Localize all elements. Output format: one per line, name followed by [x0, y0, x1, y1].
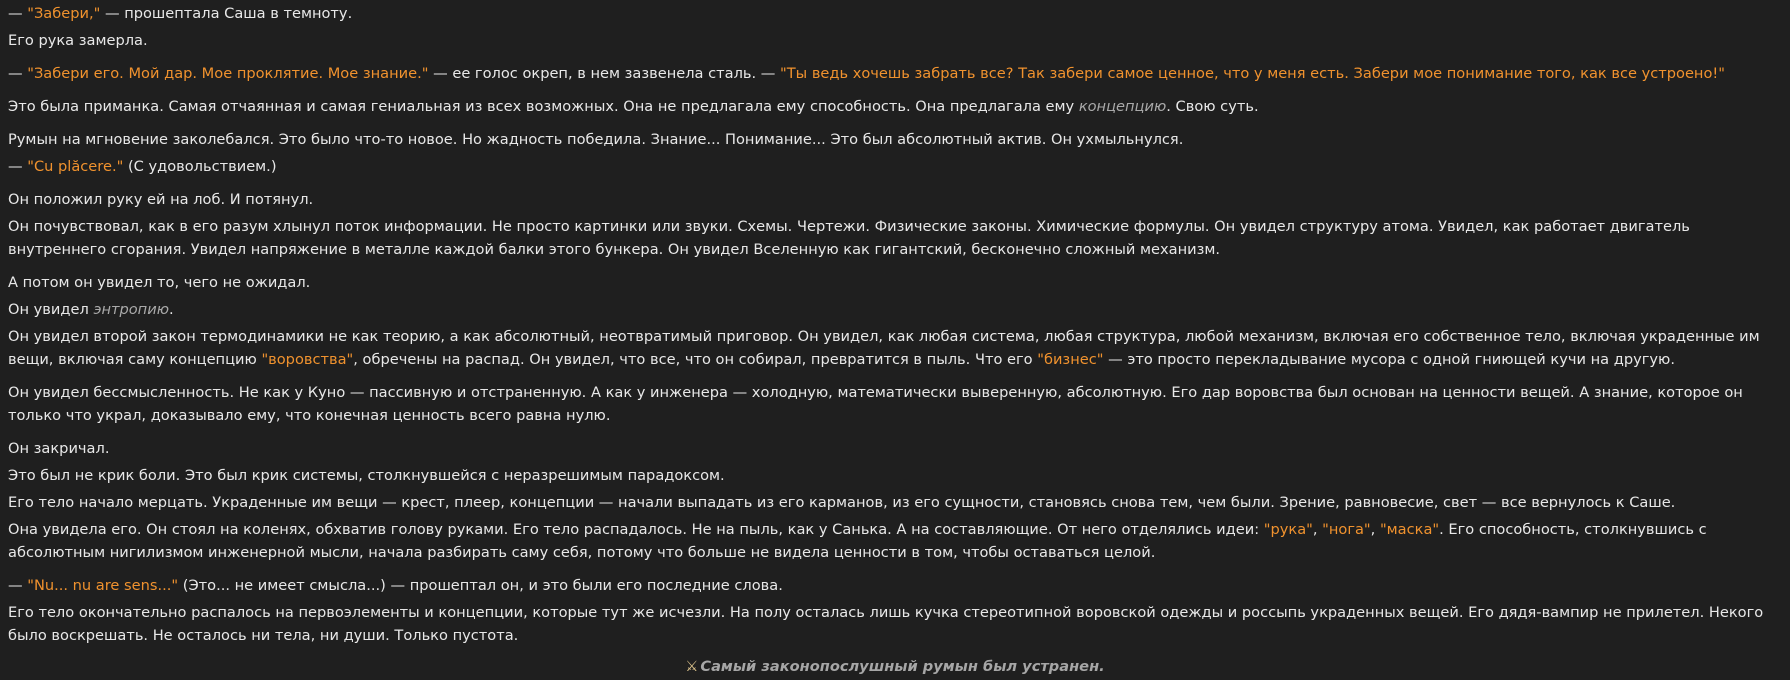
quote: "воровства" [261, 351, 354, 368]
paragraph-1 [8, 2, 1782, 25]
paragraph-12 [8, 381, 1782, 427]
text: Он положил руку ей на лоб. И потянул. [8, 191, 314, 208]
text: Это была приманка. Самая отчаянная и самая гениальная из всех возможных. Она не предлагала ему способность. Она предлагала ему [8, 98, 1079, 115]
text: Он увидел [8, 301, 94, 318]
text: , обречены на распад. Он увидел, что все, что он собирал, превратится в пыль. Что его [353, 351, 1038, 368]
text: . Свою суть. [1166, 98, 1259, 115]
text: — [8, 5, 28, 22]
paragraph-18 [8, 601, 1782, 647]
text: Он увидел бессмысленность. Не как у Куно — пассивную и отстраненную. А как у инженера — холодную, математически выверенную, абсолютную. Его дар воровства был основан на ценности вещей. А знание, которое он только что украл, доказывало ему, что конечная ценность всего равна нулю. [8, 384, 1743, 424]
quote: "Забери," [27, 5, 101, 22]
paragraph-5 [8, 128, 1782, 151]
quote: "маска" [1379, 521, 1440, 538]
text: А потом он увидел то, чего не ожидал. [8, 274, 311, 291]
text: Он увидел второй закон термодинамики не как теорию, а как абсолютный, неотвратимый приговор. Он увидел, как любая система, любая структура, любой механизм, включая его собственное тело, включая украденные им вещи, включая саму концепцию [8, 328, 1760, 368]
chapter-footer [8, 655, 1782, 678]
text: . Его способность, столкнувшись с абсолютным нигилизмом инженерной мысли, начала разбирать саму себя, потому что больше не видела ценности в том, чтобы оставаться целой. [8, 521, 1707, 561]
paragraph-9 [8, 271, 1782, 294]
quote: "рука" [1263, 521, 1313, 538]
text: , [1370, 521, 1380, 538]
text: , [1312, 521, 1323, 538]
paragraph-10 [8, 298, 1782, 321]
text: Она увидела его. Он стоял на коленях, обхватив голову руками. Его тело распадалось. Не на пыль, как у Санька. А на составляющие. От него отделялись идеи: [8, 521, 1264, 538]
paragraph-6 [8, 155, 1782, 178]
text: Он почувствовал, как в его разум хлынул поток информации. Не просто картинки или звуки. Схемы. Чертежи. Физические законы. Химические формулы. Он увидел структуру атома. Увидел, как работает двигатель внутреннего сгорания. Увидел напряжение в металле каждой балки этого бункера. Он увидел Вселенную как гигантский, бесконечно сложный механизм. [8, 218, 1690, 258]
text: — [8, 158, 28, 175]
paragraph-13 [8, 437, 1782, 460]
quote: "Cu plăcere." [27, 158, 124, 175]
text: Он закричал. [8, 440, 110, 457]
paragraph-11 [8, 325, 1782, 371]
text: — [8, 65, 28, 82]
text: — это просто перекладывание мусора с одной гниющей кучи на другую. [1103, 351, 1675, 368]
quote: "Забери его. Мой дар. Мое проклятие. Мое знание." [27, 65, 429, 82]
footer-text: Самый законопослушный румын был устранен. [700, 658, 1105, 675]
quote: "бизнес" [1037, 351, 1104, 368]
paragraph-2 [8, 29, 1782, 52]
text: Его тело окончательно распалось на первоэлементы и концепции, которые тут же исчезли. На полу осталась лишь кучка стереотипной воровской одежды и россыпь украденных вещей. Его дядя-вампир не прилетел. Некого было воскрешать. Не осталось ни тела, ни души. Только пустота. [8, 604, 1764, 644]
text: Его рука замерла. [8, 32, 148, 49]
quote: "нога" [1322, 521, 1371, 538]
text: — ее голос окреп, в нем зазвенела сталь. — [428, 65, 781, 82]
text: — прошептала Саша в темноту. [100, 5, 353, 22]
text: . [169, 301, 174, 318]
text: Его тело начало мерцать. Украденные им вещи — крест, плеер, концепции — начали выпадать из его карманов, из его сущности, становясь снова тем, чем были. Зрение, равновесие, свет — все вернулось к Саше. [8, 494, 1676, 511]
paragraph-7 [8, 188, 1782, 211]
paragraph-4 [8, 95, 1782, 118]
paragraph-15 [8, 491, 1782, 514]
text: — [8, 577, 28, 594]
paragraph-17 [8, 574, 1782, 597]
paragraph-8 [8, 215, 1782, 261]
text: (Это... не имеет смысла...) — прошептал он, и это были его последние слова. [178, 577, 783, 594]
text: (С удовольствием.) [123, 158, 277, 175]
text: Это был не крик боли. Это был крик системы, столкнувшейся с неразрешимым парадоксом. [8, 467, 725, 484]
quote: "Ты ведь хочешь забрать все? Так забери самое ценное, что у меня есть. Забери мое понимание того, как все устроено!" [780, 65, 1725, 82]
text: Румын на мгновение заколебался. Это было что-то новое. Но жадность победила. Знание... Понимание... Это был абсолютный актив. Он ухмыльнулся. [8, 131, 1184, 148]
paragraph-14 [8, 464, 1782, 487]
paragraph-16 [8, 518, 1782, 564]
paragraph-3 [8, 62, 1782, 85]
crossed-swords-icon: ⚔ [685, 658, 699, 675]
quote: "Nu... nu are sens..." [27, 577, 179, 594]
emphasis: концепцию [1078, 98, 1167, 115]
emphasis: энтропию [93, 301, 169, 318]
